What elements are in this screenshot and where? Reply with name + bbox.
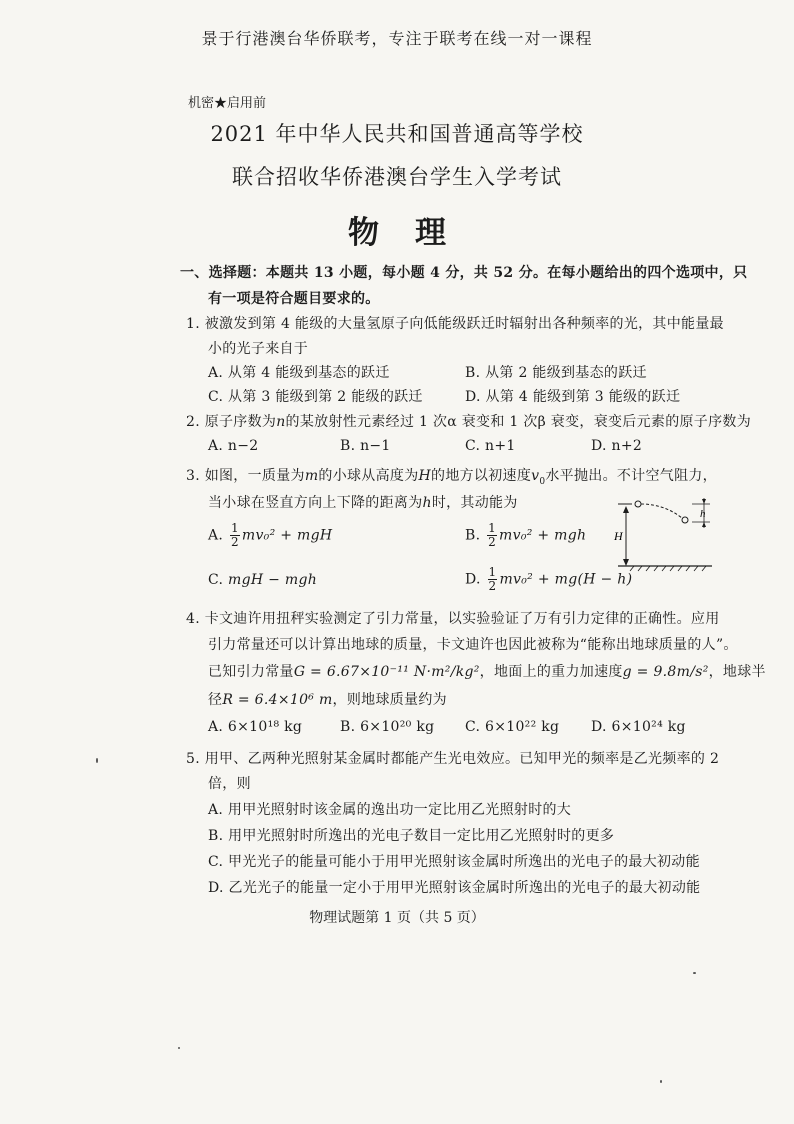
q4-stem-line4: 径R = 6.4×10⁶ m，则地球质量约为 bbox=[208, 692, 447, 708]
q5-option-d: D. 乙光光子的能量一定小于用甲光照射该金属时所逸出的光电子的最大初动能 bbox=[208, 880, 701, 896]
subject-title: 物理 bbox=[348, 215, 482, 251]
q4-stem-line2: 引力常量还可以计算出地球的质量，卡文迪许也因此被称为“能称出地球质量的人”。 bbox=[208, 637, 738, 653]
q4-option-b: B. 6×10²⁰ kg bbox=[340, 719, 435, 735]
q4-stem-line1: 4. 卡文迪许用扭秤实验测定了引力常量，以实验验证了万有引力定律的正确性。应用 bbox=[186, 611, 720, 627]
q4-option-c: C. 6×10²² kg bbox=[465, 719, 560, 735]
q5-option-a: A. 用甲光照射时该金属的逸出功一定比用乙光照射时的大 bbox=[208, 802, 572, 818]
q5-stem-line1: 5. 用甲、乙两种光照射某金属时都能产生光电效应。已知甲光的频率是乙光频率的 2 bbox=[186, 751, 720, 767]
q1-option-b: B. 从第 2 能级到基态的跃迁 bbox=[465, 365, 647, 381]
q5-option-c: C. 甲光光子的能量可能小于用甲光照射该金属时所逸出的光电子的最大初动能 bbox=[208, 854, 700, 870]
scan-speck bbox=[693, 972, 696, 974]
height-arrow-up bbox=[623, 506, 629, 513]
scan-speck bbox=[178, 1047, 180, 1049]
q2-option-b: B. n−1 bbox=[340, 438, 391, 454]
height-arrow-down bbox=[623, 559, 629, 566]
q4-option-d: D. 6×10²⁴ kg bbox=[591, 719, 686, 735]
projectile-figure bbox=[604, 496, 718, 576]
section-heading-line1: 一、选择题：本题共 13 小题，每小题 4 分，共 52 分。在每小题给出的四个选项中，只 bbox=[180, 265, 748, 281]
exam-title-line2: 联合招收华侨港澳台学生入学考试 bbox=[232, 165, 562, 189]
q3-option-c: C. mgH − mgh bbox=[208, 572, 318, 588]
q3-option-b: B. $\frac{1}{2}$ mv₀² + mgh bbox=[465, 521, 587, 550]
page-footer: 物理试题第 1 页（共 5 页） bbox=[309, 910, 485, 926]
q5-option-b: B. 用甲光照射时所逸出的光电子数目一定比用乙光照射时的更多 bbox=[208, 828, 615, 844]
q2-option-c: C. n+1 bbox=[465, 438, 516, 454]
q3-option-a: A. $\frac{1}{2}$ mv₀² + mgH bbox=[208, 521, 333, 550]
height-label: H bbox=[614, 529, 623, 543]
exam-title-line1: 2021 年中华人民共和国普通高等学校 bbox=[210, 122, 584, 146]
fraction: $\frac{1}{2}$ bbox=[488, 521, 497, 550]
confidential-label: 机密★启用前 bbox=[188, 96, 267, 111]
ball-start bbox=[635, 501, 641, 507]
q3-stem-line1: 3. 如图，一质量为m的小球从高度为H的地方以初速度$v_0$水平抛出。不计空气阻力， bbox=[186, 468, 717, 487]
q4-option-a: A. 6×10¹⁸ kg bbox=[208, 719, 303, 735]
q2-stem: 2. 原子序数为n的某放射性元素经过 1 次α 衰变和 1 次β 衰变，衰变后元素的原子序数为 bbox=[186, 414, 752, 430]
scan-speck bbox=[96, 758, 98, 763]
q2-option-a: A. n−2 bbox=[208, 438, 259, 454]
q3-stem-line2: 当小球在竖直方向上下降的距离为h时，其动能为 bbox=[208, 495, 518, 511]
q3-option-d: D. $\frac{1}{2}$ mv₀² + mg(H − h) bbox=[465, 565, 633, 594]
q1-option-d: D. 从第 4 能级到第 3 能级的跃迁 bbox=[465, 389, 681, 405]
q5-stem-line2: 倍，则 bbox=[208, 776, 251, 792]
q1-stem-line2: 小的光子来自于 bbox=[208, 341, 309, 357]
fraction: $\frac{1}{2}$ bbox=[230, 521, 239, 550]
fraction: $\frac{1}{2}$ bbox=[488, 565, 497, 594]
q2-option-d: D. n+2 bbox=[591, 438, 643, 454]
section-heading-line2: 有一项是符合题目要求的。 bbox=[208, 291, 380, 307]
scan-speck bbox=[660, 1080, 662, 1083]
trajectory bbox=[641, 504, 682, 518]
top-banner: 景于行港澳台华侨联考，专注于联考在线一对一课程 bbox=[201, 29, 593, 48]
q1-option-c: C. 从第 3 能级到第 2 能级的跃迁 bbox=[208, 389, 423, 405]
h-label: h bbox=[700, 508, 706, 520]
q1-stem-line1: 1. 被激发到第 4 能级的大量氢原子向低能级跃迁时辐射出各种频率的光，其中能量最 bbox=[186, 316, 724, 332]
ball-end bbox=[682, 517, 688, 523]
q1-option-a: A. 从第 4 能级到基态的跃迁 bbox=[208, 365, 390, 381]
q4-stem-line3: 已知引力常量G = 6.67×10⁻¹¹ N·m²/kg²，地面上的重力加速度g = 9.8m/s²，地球半 bbox=[208, 664, 766, 680]
